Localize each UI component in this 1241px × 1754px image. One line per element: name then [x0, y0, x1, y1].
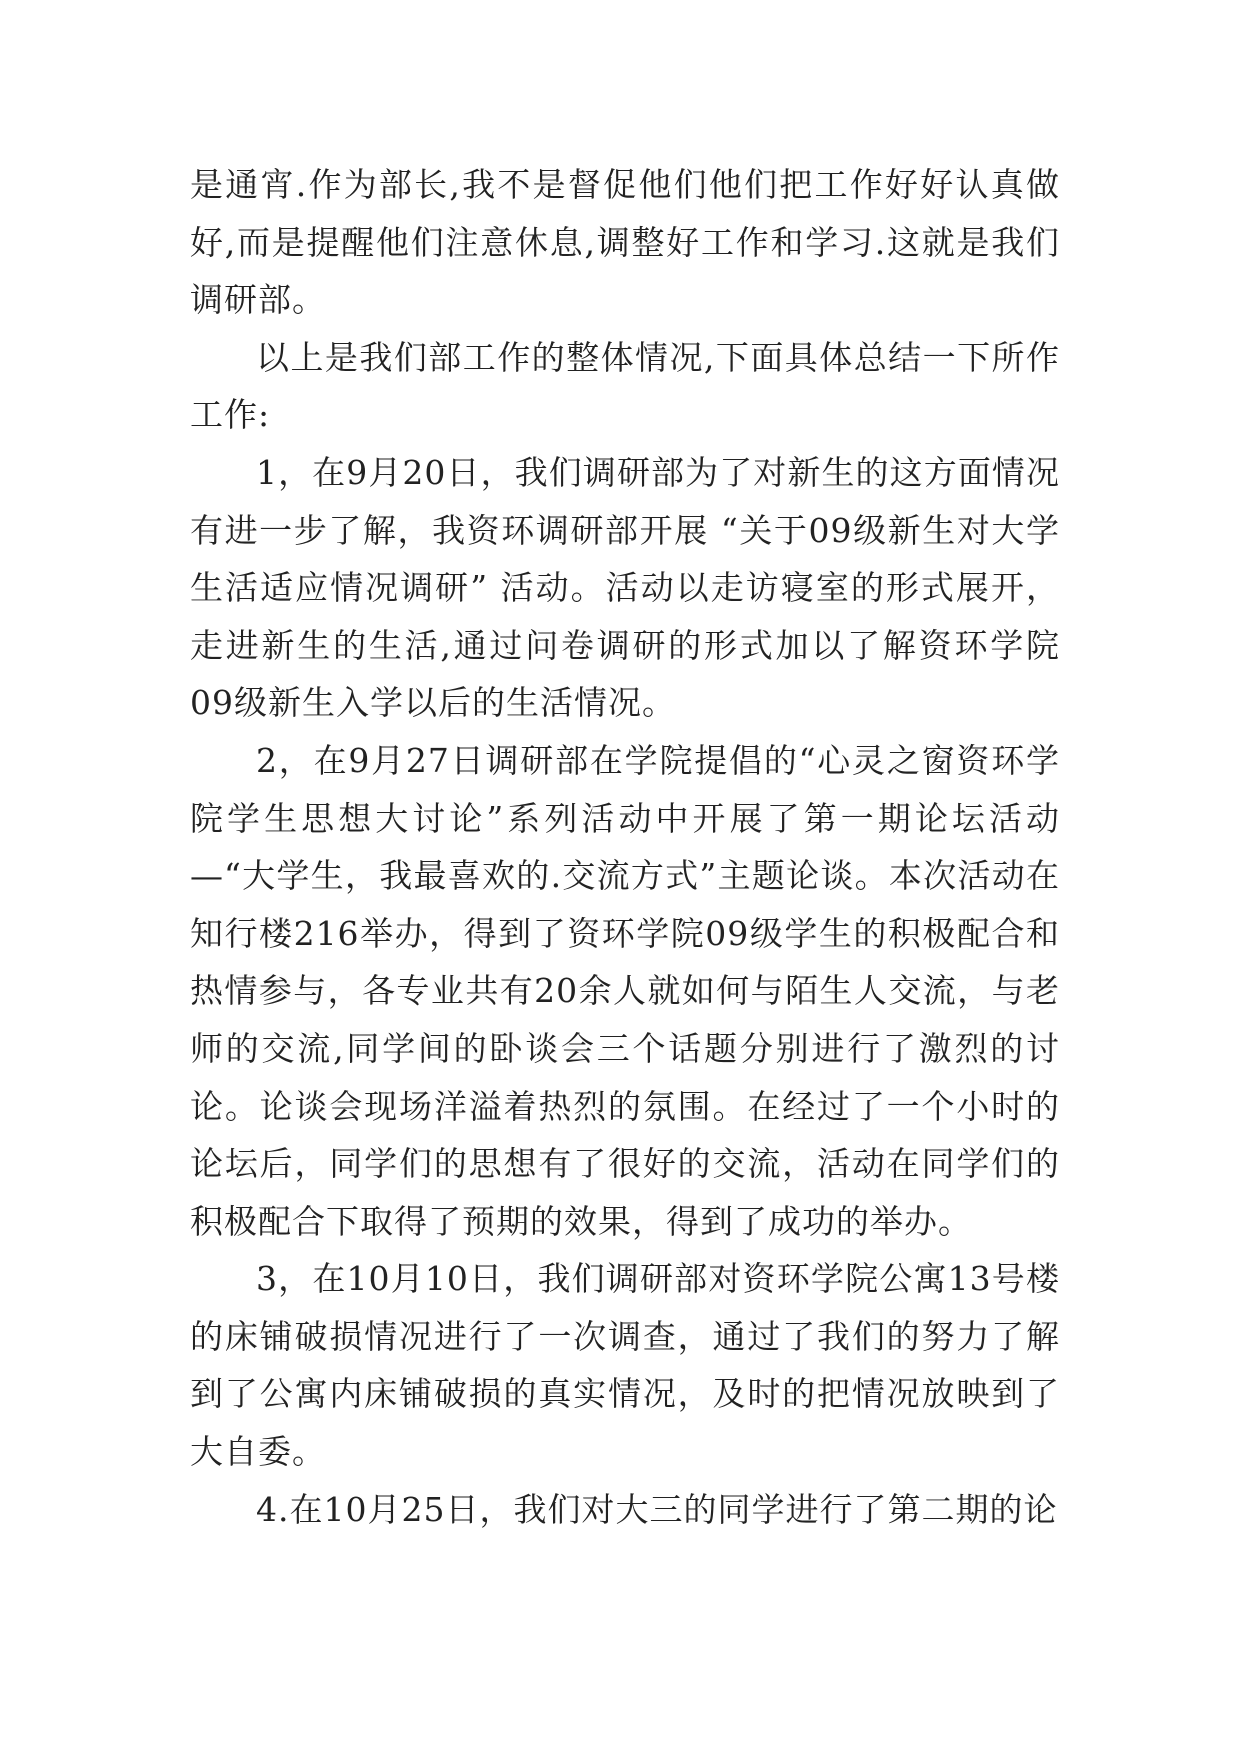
- document-body: [190, 156, 1060, 1538]
- paragraph-3: 1，在9月20日，我们调研部为了对新生的这方面情况有进一步了解，我资环调研部开展 “关于09级新生对大学生活适应情况调研” 活动。活动以走访寝室的形式展开，走进新生的生活,通过问卷调研的形式加以了解资环学院09级新生入学以后的生活情况。: [190, 452, 1060, 723]
- paragraph-5: 3，在10月10日，我们调研部对资环学院公寓13号楼的床铺破损情况进行了一次调查，通过了我们的努力了解到了公寓内床铺破损的真实情况，及时的把情况放映到了大自委。: [190, 1259, 1060, 1472]
- paragraph-1: 是通宵.作为部长,我不是督促他们他们把工作好好认真做好,而是提醒他们注意休息,调整好工作和学习.这就是我们调研部。: [190, 165, 1060, 320]
- paragraph-4: 2，在9月27日调研部在学院提倡的“心灵之窗资环学院学生思想大讨论”系列活动中开展了第一期论坛活动—“大学生，我最喜欢的.交流方式”主题论谈。本次活动在知行楼216举办，得到了资环学院09级学生的积极配合和热情参与，各专业共有20余人就如何与陌生人交流，与老师的交流,同学间的卧谈会三个话题分别进行了激烈的讨论。论谈会现场洋溢着热烈的氛围。在经过了一个小时的论坛后，同学们的思想有了很好的交流，活动在同学们的积极配合下取得了预期的效果，得到了成功的举办。: [190, 740, 1060, 1241]
- paragraph-6: 4.在10月25日，我们对大三的同学进行了第二期的论: [256, 1489, 1058, 1529]
- paragraph-2: 以上是我们部工作的整体情况,下面具体总结一下所作工作:: [190, 337, 1060, 435]
